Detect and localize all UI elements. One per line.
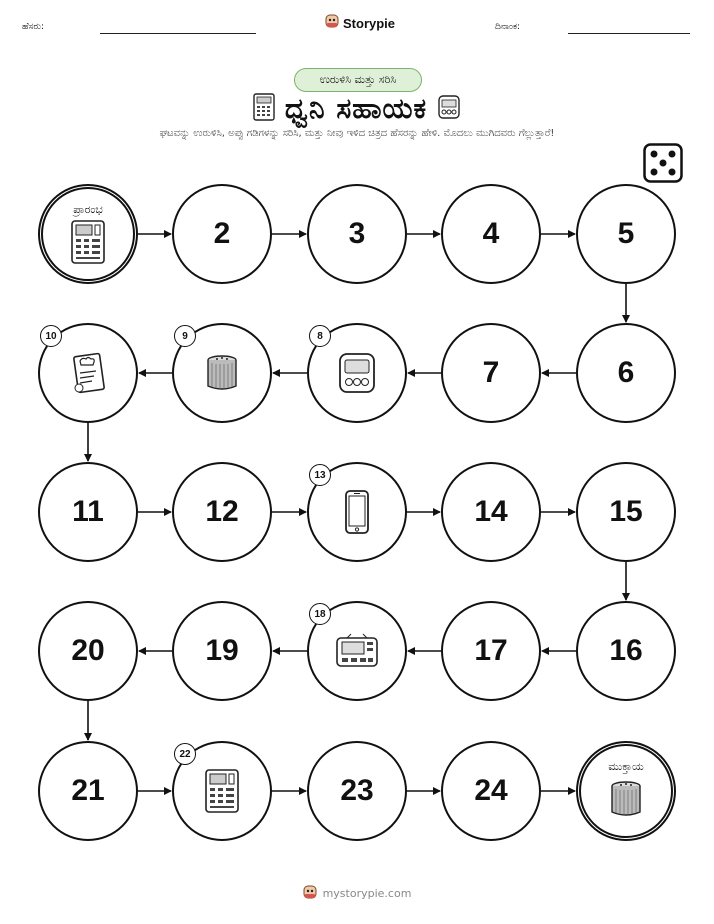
cell-number: 6: [617, 356, 635, 389]
page-title: ಧ್ವನಿ ಸಹಾಯಕ: [284, 92, 428, 125]
board-cell-24[interactable]: [441, 741, 541, 841]
board-cell-10[interactable]: [38, 323, 138, 423]
board-cell-4[interactable]: [441, 184, 541, 284]
board-cell-3[interactable]: [307, 184, 407, 284]
timer-display-icon: [337, 351, 377, 395]
cell-number: 16: [609, 634, 643, 667]
board-cell-20[interactable]: [38, 601, 138, 701]
cell-number: 7: [482, 356, 500, 389]
footer-logo-icon: [303, 884, 317, 903]
board-cell-7[interactable]: [441, 323, 541, 423]
cell-number: 21: [71, 774, 105, 807]
board-cell-11[interactable]: [38, 462, 138, 562]
date-label: ದಿನಾಂಕ:: [495, 22, 521, 32]
cell-number: 17: [474, 634, 508, 667]
cell-number: 4: [482, 217, 500, 250]
board-cell-19[interactable]: [172, 601, 272, 701]
board-cell-22[interactable]: [172, 741, 272, 841]
cell-number: 14: [474, 495, 508, 528]
board-cell-14[interactable]: [441, 462, 541, 562]
cell-number-badge: 8: [309, 325, 331, 347]
board-cell-12[interactable]: [172, 462, 272, 562]
brand-name: Storypie: [343, 15, 396, 31]
panel-device-icon: [204, 768, 240, 814]
board-cell-16[interactable]: [576, 601, 676, 701]
name-label: ಹೆಸರು:: [22, 22, 45, 32]
board-cell-1[interactable]: [38, 184, 138, 284]
start-label: ಪ್ರಾರಂಭ: [73, 203, 103, 216]
cell-number-badge: 10: [40, 325, 62, 347]
board-cell-6[interactable]: [576, 323, 676, 423]
cell-number: 20: [71, 634, 105, 667]
board-cell-13[interactable]: [307, 462, 407, 562]
cell-number-badge: 13: [309, 464, 331, 486]
activity-banner: ಉರುಳಿಸಿ ಮತ್ತು ಸರಿಸಿ: [294, 68, 422, 92]
cell-number: 5: [617, 217, 635, 250]
smart-speaker-icon: [205, 353, 239, 393]
cell-number-badge: 9: [174, 325, 196, 347]
cell-number: 24: [474, 774, 508, 807]
finish-label: ಮುಕ್ತಾಯ: [608, 760, 644, 773]
instructions: ಘಟವನ್ನು ಉರುಳಿಸಿ, ಅಪ್ಪು ಗಡಿಗಳನ್ನು ಸರಿಸಿ, ಮತ್ತು ನೀವು ಇಳಿದ ಚಿತ್ರದ ಹೆಸರನ್ನು ಹೇಳಿ. ಮೊದಲು ಮುಗಿದವರು ಗೆಲ್ಲುತ್ತಾರೆ!: [159, 128, 555, 139]
cell-number: 2: [213, 217, 231, 250]
cell-number: 19: [205, 634, 239, 667]
smartphone-icon: [344, 489, 370, 535]
board-cell-9[interactable]: [172, 323, 272, 423]
cell-number: 3: [348, 217, 366, 250]
cell-number-badge: 18: [309, 603, 331, 625]
cell-number: 15: [609, 495, 643, 528]
board-cell-5[interactable]: [576, 184, 676, 284]
cell-number: 11: [72, 495, 104, 528]
cell-number: 12: [205, 495, 239, 528]
board-cell-8[interactable]: [307, 323, 407, 423]
footer-url[interactable]: mystorypie.com: [322, 887, 412, 900]
board-cell-15[interactable]: [576, 462, 676, 562]
board-cell-23[interactable]: [307, 741, 407, 841]
cell-number-badge: 22: [174, 743, 196, 765]
footer: [0, 884, 714, 903]
cell-number: 23: [340, 774, 374, 807]
radio-display-icon: [335, 632, 379, 670]
panel-device-icon: [70, 219, 106, 265]
smart-speaker-icon: [609, 779, 643, 819]
board-cell-21[interactable]: [38, 741, 138, 841]
board-cell-2[interactable]: [172, 184, 272, 284]
board-cell-17[interactable]: [441, 601, 541, 701]
recipe-card-icon: [70, 351, 106, 395]
board-cell-18[interactable]: [307, 601, 407, 701]
board-cell-25[interactable]: [576, 741, 676, 841]
